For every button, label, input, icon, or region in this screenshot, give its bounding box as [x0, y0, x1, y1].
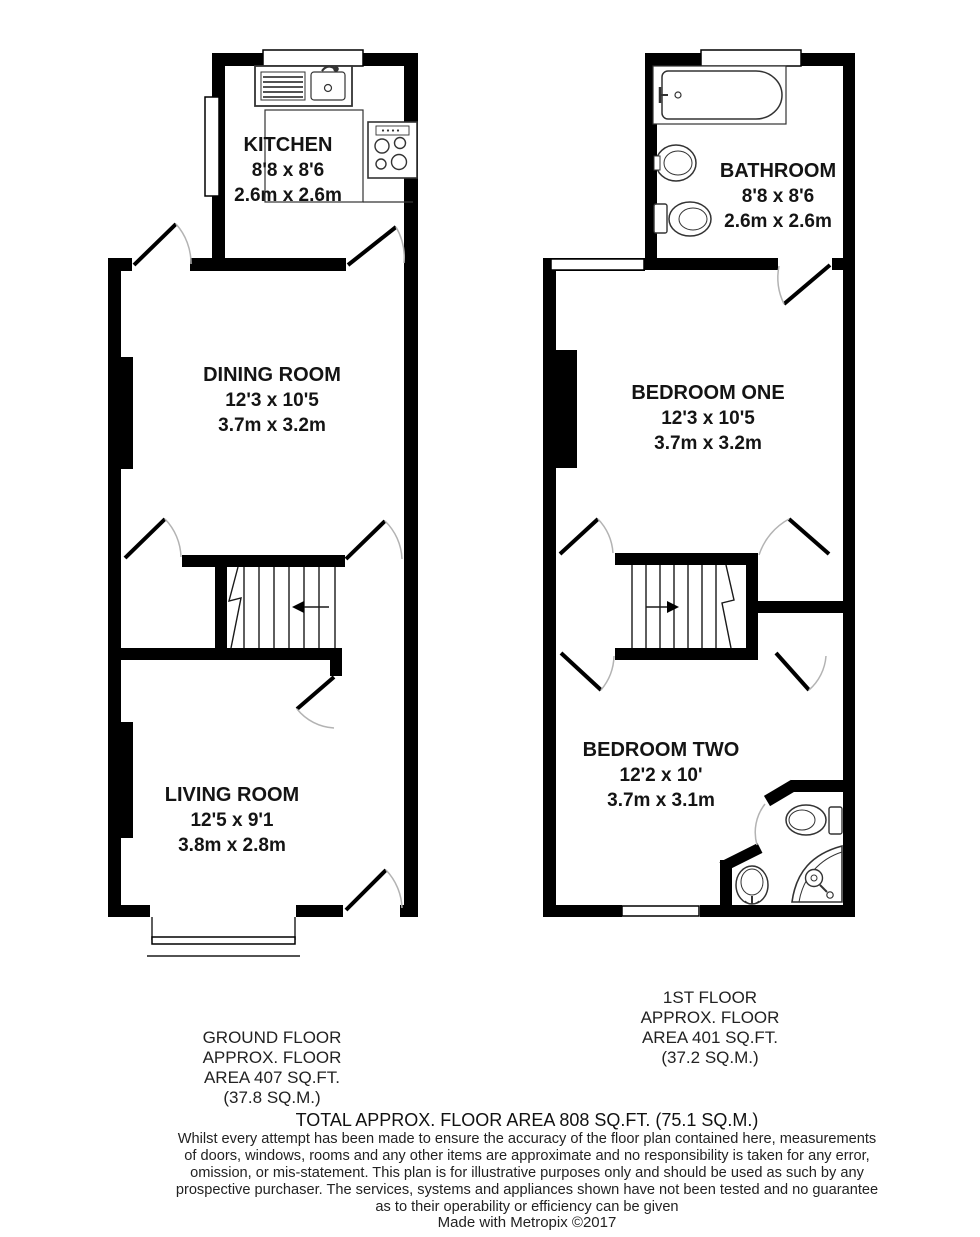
room-size-metric: 3.7m x 3.1m [607, 790, 715, 811]
kitchen-sink-icon [255, 66, 352, 106]
area-label-line: APPROX. FLOOR [640, 1008, 780, 1027]
room-label-living-room [165, 782, 299, 858]
window-icon [551, 259, 644, 270]
window-icon [701, 50, 801, 66]
staircase-icon [229, 567, 335, 648]
chimney-breast [543, 350, 577, 468]
bay-window-icon [147, 917, 300, 956]
stair-break-line [722, 565, 734, 648]
room-label-bedroom-two [583, 737, 740, 813]
window-icon [622, 906, 699, 916]
first-floor-area-label [641, 988, 780, 1068]
room-size-metric: 3.7m x 3.2m [654, 433, 762, 454]
staircase-icon [632, 565, 734, 648]
window-icon [205, 97, 219, 196]
chimney-breast [108, 722, 133, 838]
stair-direction-arrow [292, 601, 304, 613]
disclaimer-line: omission, or mis-statement. This plan is for illustrative purposes only and should be used as such by any [190, 1165, 864, 1181]
disclaimer-line: prospective purchaser. The services, systems and appliances shown have not been tested and no guarantee [175, 1182, 879, 1198]
window-icon [263, 50, 363, 66]
disclaimer [57, 1131, 980, 1216]
room-name: DINING ROOM [203, 364, 341, 386]
room-size-imperial: 12'3 x 10'5 [225, 390, 319, 411]
room-size-imperial: 12'2 x 10' [619, 765, 703, 786]
bathroom-sink-icon [654, 145, 696, 181]
room-name: KITCHEN [243, 134, 333, 156]
disclaimer-line: Whilst every attempt has been made to ensure the accuracy of the floor plan contained here, measurements [177, 1131, 877, 1147]
room-label-kitchen [234, 132, 342, 208]
room-size-imperial: 8'8 x 8'6 [741, 186, 815, 207]
metropix-credit: Made with Metropix ©2017 [437, 1214, 617, 1231]
disclaimer-line: of doors, windows, rooms and any other items are approximate and no responsibility is taken for any error, [184, 1148, 870, 1164]
room-name: LIVING ROOM [164, 784, 300, 806]
disclaimer-line: as to their operability or efficiency can be given [375, 1199, 679, 1215]
room-name: BEDROOM TWO [582, 739, 740, 761]
stove-icon [368, 122, 417, 178]
room-label-bedroom-one [631, 380, 784, 456]
area-label-line: GROUND FLOOR [202, 1028, 342, 1047]
room-size-metric: 2.6m x 2.6m [724, 211, 832, 232]
stair-break-line [229, 567, 241, 648]
room-size-imperial: 8'8 x 8'6 [251, 160, 325, 181]
ensuite-toilet-icon [786, 805, 842, 835]
corner-shower-icon [792, 846, 842, 902]
room-size-imperial: 12'5 x 9'1 [190, 810, 274, 831]
area-label-line: AREA 401 SQ.FT. [641, 1028, 779, 1047]
room-size-metric: 2.6m x 2.6m [234, 185, 342, 206]
chimney-breast [108, 357, 133, 469]
room-label-dining-room [203, 362, 341, 438]
room-size-imperial: 12'3 x 10'5 [661, 408, 755, 429]
room-size-metric: 3.8m x 2.8m [178, 835, 286, 856]
room-name: BEDROOM ONE [631, 382, 785, 404]
bathtub-icon [653, 66, 786, 124]
stair-direction-arrow [667, 601, 679, 613]
toilet-icon [654, 202, 711, 236]
area-label-line: APPROX. FLOOR [202, 1048, 342, 1067]
area-label-line: (37.2 SQ.M.) [661, 1048, 759, 1067]
area-label-line: AREA 407 SQ.FT. [203, 1068, 341, 1087]
ground-floor-area-label [203, 1028, 342, 1108]
area-label-line: 1ST FLOOR [662, 988, 758, 1007]
room-name: BATHROOM [719, 160, 837, 182]
total-floor-area: TOTAL APPROX. FLOOR AREA 808 SQ.FT. (75.1 SQ.M.) [295, 1110, 759, 1130]
room-size-metric: 3.7m x 3.2m [218, 415, 326, 436]
ensuite-sink-icon [736, 866, 768, 904]
area-label-line: (37.8 SQ.M.) [223, 1088, 321, 1107]
room-label-bathroom [720, 158, 836, 234]
